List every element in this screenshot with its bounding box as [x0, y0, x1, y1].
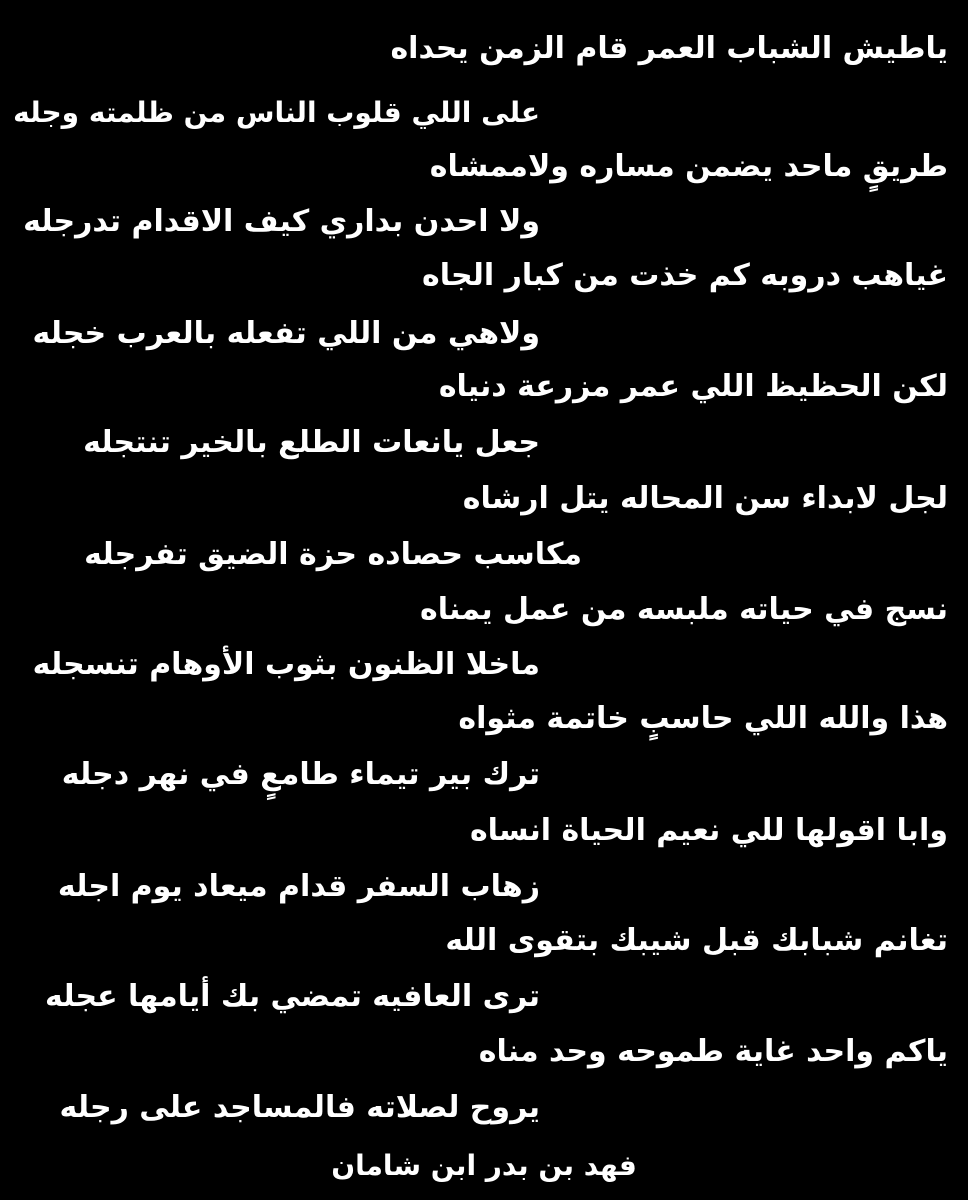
verse-line-19: ياكم واحد غاية طموحه وحد مناه	[478, 1034, 948, 1069]
verse-line-12: ماخلا الظنون بثوب الأوهام تنسجله	[32, 647, 540, 682]
verse-line-2: على اللي قلوب الناس من ظلمته وجله	[13, 96, 540, 129]
verse-line-16: زهاب السفر قدام ميعاد يوم اجله	[57, 869, 540, 904]
verse-line-17: تغانم شبابك قبل شيبك بتقوى الله	[445, 923, 948, 958]
verse-line-6: ولاهي من اللي تفعله بالعرب خجله	[32, 316, 540, 351]
verse-line-5: غياهب دروبه كم خذت من كبار الجاه	[421, 258, 948, 293]
verse-line-10: مكاسب حصاده حزة الضيق تفرجله	[84, 537, 582, 572]
verse-line-9: لجل لابداء سن المحاله يتل ارشاه	[462, 481, 948, 516]
verse-line-11: نسج في حياته ملبسه من عمل يمناه	[419, 592, 948, 627]
verse-line-3: طريقٍ ماحد يضمن مساره ولاممشاه	[429, 149, 948, 184]
verse-line-1: ياطيش الشباب العمر قام الزمن يحداه	[390, 31, 948, 66]
verse-line-15: وابا اقولها للي نعيم الحياة انساه	[469, 813, 948, 848]
verse-line-8: جعل يانعات الطلع بالخير تنتجله	[83, 425, 540, 460]
verse-line-20: يروح لصلاته فالمساجد على رجله	[59, 1090, 540, 1125]
verse-line-13: هذا والله اللي حاسبٍ خاتمة مثواه	[458, 701, 948, 736]
verse-line-7: لكن الحظيظ اللي عمر مزرعة دنياه	[438, 369, 948, 404]
verse-line-14: ترك بير تيماء طامعٍ في نهر دجله	[61, 757, 540, 792]
author-name: فهد بن بدر ابن شامان	[331, 1149, 637, 1182]
verse-line-4: ولا احدن بداري كيف الاقدام تدرجله	[23, 204, 540, 239]
verse-line-18: ترى العافيه تمضي بك أيامها عجله	[45, 979, 540, 1014]
author-signature-container	[0, 1149, 968, 1182]
